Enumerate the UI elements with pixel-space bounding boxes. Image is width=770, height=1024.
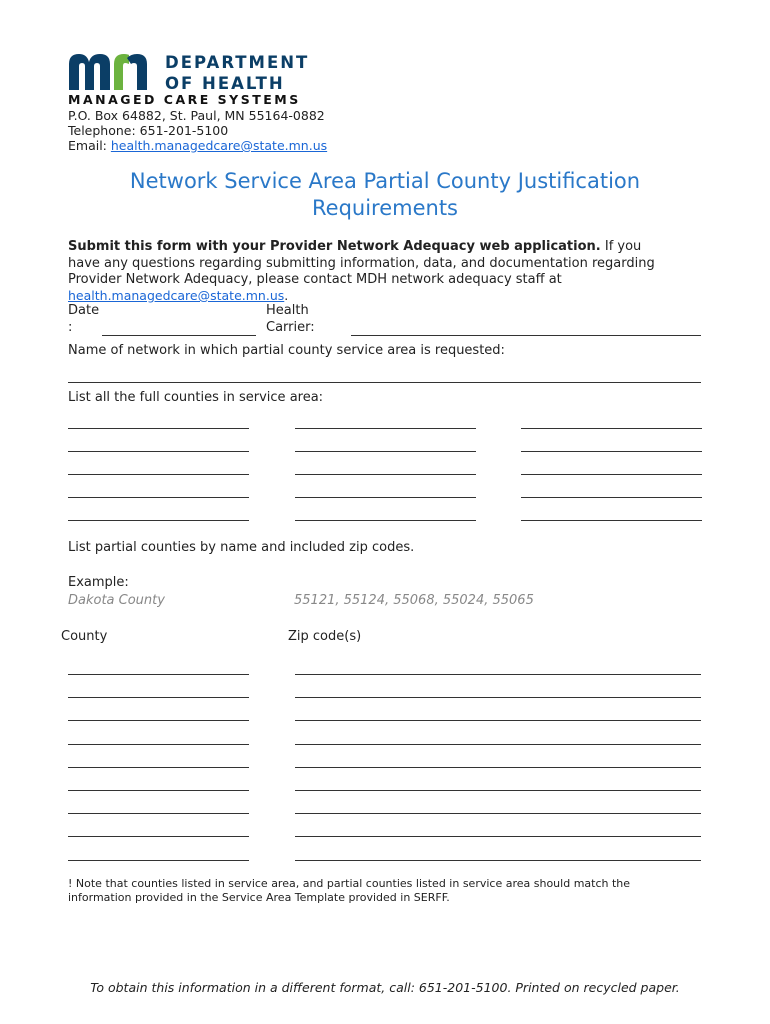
- network-label: Name of network in which partial county service area is requested:: [68, 343, 505, 358]
- note-line2: information provided in the Service Area Template provided in SERFF.: [68, 891, 450, 904]
- date-colon: :: [68, 320, 73, 335]
- telephone: Telephone: 651-201-5100: [68, 123, 229, 138]
- example-label: Example:: [68, 575, 129, 590]
- carrier-label: Health: [266, 303, 309, 318]
- email-label: Email:: [68, 138, 111, 153]
- full-county-field[interactable]: [521, 428, 702, 429]
- full-county-field[interactable]: [68, 497, 249, 498]
- partial-county-field[interactable]: [68, 860, 249, 861]
- note-line1: ! Note that counties listed in service area, and partial counties listed in service area should match the: [68, 877, 631, 890]
- zip-codes-field[interactable]: [295, 744, 701, 745]
- page-title-line2: Requirements: [312, 196, 458, 220]
- zip-codes-field[interactable]: [295, 697, 701, 698]
- partial-county-field[interactable]: [68, 720, 249, 721]
- intro-line2: have any questions regarding submitting information, data, and documentation regarding: [68, 256, 655, 271]
- full-county-field[interactable]: [68, 451, 249, 452]
- zip-codes-field[interactable]: [295, 674, 701, 675]
- full-county-field[interactable]: [295, 428, 476, 429]
- full-county-field[interactable]: [295, 520, 476, 521]
- partial-county-field[interactable]: [68, 790, 249, 791]
- intro-line1: [68, 239, 708, 255]
- address: P.O. Box 64882, St. Paul, MN 55164-0882: [68, 108, 325, 123]
- zip-codes-field[interactable]: [295, 720, 701, 721]
- intro-period: .: [284, 288, 289, 303]
- full-county-field[interactable]: [521, 474, 702, 475]
- partial-county-field[interactable]: [68, 767, 249, 768]
- mn-logo-mark: [67, 52, 157, 92]
- zip-header: Zip code(s): [288, 629, 362, 644]
- partial-county-field[interactable]: [68, 674, 249, 675]
- email-line: [68, 138, 327, 154]
- county-header: County: [61, 629, 108, 644]
- mn-logo: [67, 52, 157, 92]
- carrier-field[interactable]: [351, 335, 701, 336]
- partial-county-field[interactable]: [68, 697, 249, 698]
- full-county-field[interactable]: [295, 474, 476, 475]
- full-county-field[interactable]: [295, 497, 476, 498]
- footer-text: To obtain this information in a different format, call: 651-201-5100. Printed on recycled paper.: [90, 980, 680, 995]
- intro-email-link[interactable]: health.managedcare@state.mn.us: [68, 288, 285, 303]
- example-county: Dakota County: [68, 593, 165, 608]
- full-county-field[interactable]: [521, 520, 702, 521]
- page-title-line1: Network Service Area Partial County Justification: [129, 169, 641, 193]
- intro-line3: Provider Network Adequacy, please contact MDH network adequacy staff at: [68, 272, 562, 287]
- full-county-field[interactable]: [68, 474, 249, 475]
- zip-codes-field[interactable]: [295, 836, 701, 837]
- date-label: Date: [68, 303, 100, 318]
- zip-codes-field[interactable]: [295, 767, 701, 768]
- dept-name-line2: OF HEALTH: [165, 74, 285, 93]
- zip-codes-field[interactable]: [295, 813, 701, 814]
- zip-codes-field[interactable]: [295, 790, 701, 791]
- carrier-label-2: Carrier:: [266, 320, 315, 335]
- full-county-field[interactable]: [68, 428, 249, 429]
- partial-county-field[interactable]: [68, 813, 249, 814]
- division-name: MANAGED CARE SYSTEMS: [68, 92, 301, 107]
- full-county-field[interactable]: [295, 451, 476, 452]
- date-field[interactable]: [102, 335, 256, 336]
- dept-name-line1: DEPARTMENT: [165, 53, 310, 72]
- intro-bold: Submit this form with your Provider Network Adequacy web application.: [68, 239, 601, 254]
- full-county-field[interactable]: [521, 497, 702, 498]
- email-link[interactable]: health.managedcare@state.mn.us: [110, 138, 328, 153]
- full-counties-label: List all the full counties in service area:: [68, 390, 324, 405]
- intro-rest: If you: [600, 239, 642, 254]
- full-county-field[interactable]: [68, 520, 249, 521]
- partial-county-field[interactable]: [68, 836, 249, 837]
- full-county-field[interactable]: [521, 451, 702, 452]
- network-field[interactable]: [68, 382, 701, 383]
- example-zips: 55121, 55124, 55068, 55024, 55065: [294, 593, 534, 608]
- partial-county-field[interactable]: [68, 744, 249, 745]
- zip-codes-field[interactable]: [295, 860, 701, 861]
- partial-counties-label: List partial counties by name and included zip codes.: [68, 540, 415, 555]
- intro-line4: [68, 288, 288, 304]
